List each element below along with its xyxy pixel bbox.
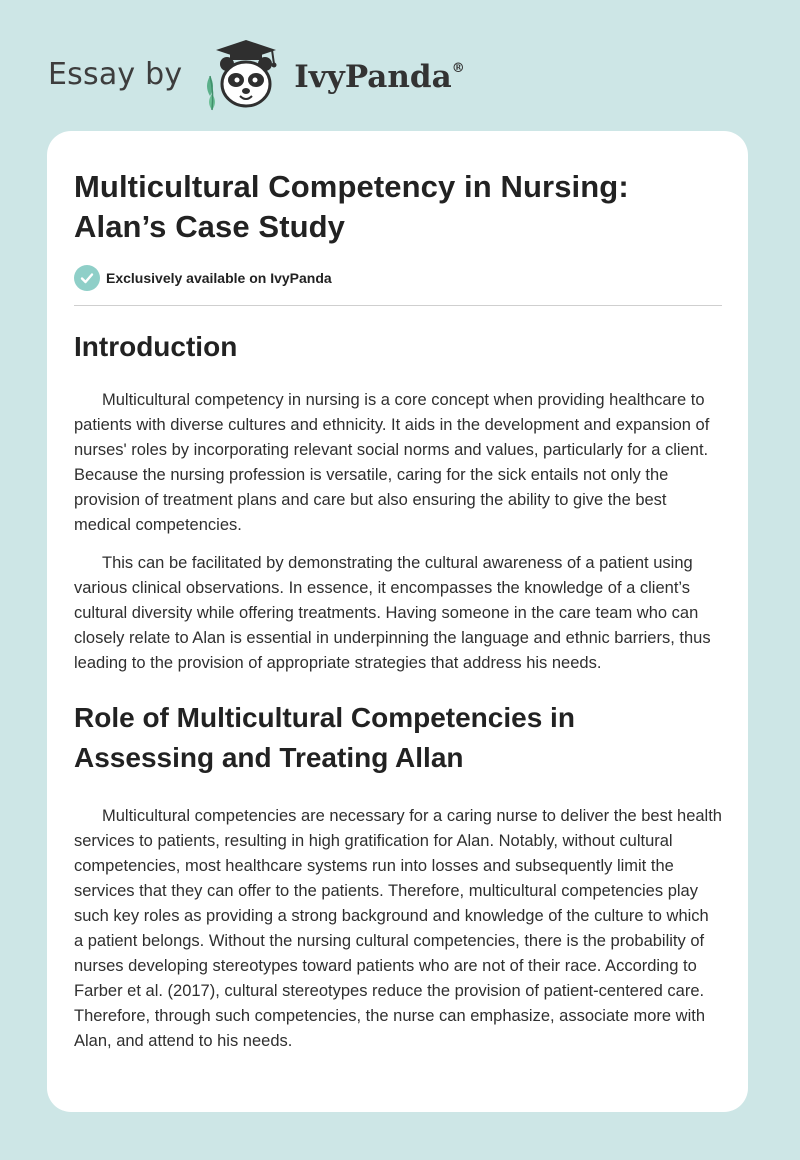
- ivypanda-brand: [294, 59, 464, 95]
- ivypanda-logo-icon: [196, 36, 292, 112]
- heading-line-1: Role of Multicultural Competencies in: [74, 702, 575, 733]
- essay-title: [74, 167, 722, 247]
- trademark: ®: [451, 60, 465, 76]
- title-line-1: Multicultural Competency in Nursing:: [74, 169, 629, 204]
- site-header: [48, 34, 465, 114]
- paragraph: This can be facilitated by demonstrating the cultural awareness of a patient using various clinical observations. In essence, it encompasses the knowledge of a client’s cultural diversity while offering treatments. Having someone in the care team who can closely relate to Alan is essential in underpinning the language and ethnic barriers, thus leading to the provision of appropriate strategies that address his needs.: [74, 554, 711, 672]
- paragraph: Multicultural competency in nursing is a core concept when providing healthcare to patients with diverse cultures and ethnicity. It aids in the development and expansion of nurses' roles by incorporating relevant social norms and values, particularly for a client. Because the nursing profession is versatile, caring for the sick entails not only the provision of treatment plans and care but also ensuring the ability to give the best medical competencies.: [74, 391, 710, 534]
- divider: [74, 305, 722, 306]
- exclusive-badge-text: Exclusively available on IvyPanda: [106, 270, 332, 286]
- checkmark-icon: [74, 265, 100, 291]
- essay-card: [47, 131, 748, 1112]
- paragraph: Multicultural competencies are necessary for a caring nurse to deliver the best health services to patients, resulting in high gratification for Alan. Notably, without cultural competencies, most healthcare systems run into losses and subsequently limit the services that they can offer to the patients. Therefore, multicultural competencies play such key roles as providing a strong background and knowledge of the culture to which a patient belongs. Without the nursing cultural competencies, there is the probability of nurses developing stereotypes toward patients who are not of their race. According to Farber et al. (2017), cultural stereotypes reduce the provision of patient-centered care. Therefore, through such competencies, the nurse can emphasize, associate more with Alan, and attend to his needs.: [74, 807, 722, 1050]
- title-line-2: Alan’s Case Study: [74, 209, 346, 244]
- heading-line-2: Assessing and Treating Allan: [74, 742, 464, 773]
- brand-name: IvyPanda: [294, 59, 452, 95]
- essay-by-label: Essay by: [48, 56, 183, 92]
- section-heading-introduction: Introduction: [74, 331, 238, 362]
- section-heading-role: [74, 698, 722, 778]
- exclusive-badge: [74, 265, 722, 291]
